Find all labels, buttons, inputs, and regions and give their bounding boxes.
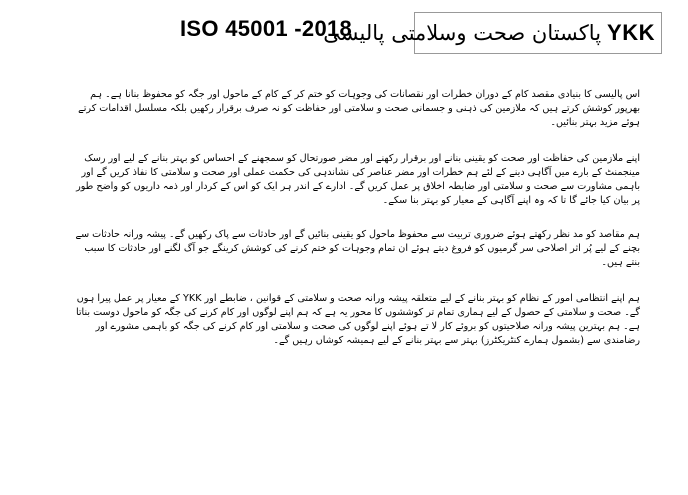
iso-standard-title: ISO 45001 -2018: [180, 16, 353, 41]
policy-paragraph-1: اس پالیسی کا بنیادی مقصد کام کے دوران خطرات اور نقصانات کی وجوہات کو ختم کر کے کام کے ماحول اور جگہ کو محفوظ بنانا ہے۔ ہم بھرپور کوشش کرتے ہیں کہ ملازمین کی ذہنی و جسمانی صحت و سلامتی اور حفاظت کو نہ صرف برقرار رکھیں بلکہ مسلسل اقدامات کرتے ہوئے مزید بہتر بنائیں۔: [78, 89, 640, 128]
company-logo-banner: [323, 12, 662, 54]
page-header: [0, 8, 688, 54]
policy-paragraph-3: ہم مقاصد کو مد نظر رکھتے ہوئے ضروری تربیت سے محفوظ ماحول کو یقینی بنائیں گے اور حادثات سے پاک رکھیں گے۔ پیشہ ورانہ حادثات سے بچنے کے لیے پُر اثر اصلاحی سر گرمیوں کو فروغ دیتے ہوئے ان تمام وجوہات کو ختم کرنے کی کوشش کرینگے جو آگ لگنے اور حادثات کا سبب بنتے ہیں۔: [75, 229, 640, 268]
policy-paragraph-2: اپنے ملازمین کی حفاظت اور صحت کو یقینی بنانے اور برقرار رکھنے اور مضر صورتحال کو سمجھنے کے احساس کو بہتر بنانے کے لیے اور رسک مینجمنٹ کے بارے میں آگاہی دینے کے لئے ہم خطرات اور مضر عناصر کی نشاندہی کی حکمت عملی اور صحت و سلامتی کا نفاذ کریں گے اور باہمی مشاورت سے صحت و سلامتی اور ضابطہ اخلاق پر عمل کریں گے۔ ادارے کے اندر ہر ایک کو اس کے کردار اور ذمہ داریوں کو واضح طور پر بیان کیا جائے گا تا کہ وہ اپنے آگاہی کے معیار کو بہتر بنا سکے۔: [76, 153, 640, 206]
policy-body: [74, 88, 640, 362]
policy-title-urdu: پاکستان صحت وسلامتی پالیسی: [323, 21, 602, 45]
policy-paragraph-4: ہم اپنے انتظامی امور کے نظام کو بہتر بنانے کے لیے متعلقہ پیشہ ورانہ صحت و سلامتی کے قوانین ، ضابطے اور YKK کے معیار پر عمل پیرا ہوں گے۔ صحت و سلامتی کے حصول کے لیے ہماری تمام تر کوششوں کا محور یہ ہے کہ ہم اپنے لوگوں اور کام کرنے کی جگہ کو ماحول دوست بناتا ہے۔ ہم بہترین پیشہ ورانہ صلاحیتوں کو بروئے کار لا تے ہوئے اپنے لوگوں کی صحت و سلامتی اور کام کرنے کی جگہ کو باہمی مشورے اور رضامندی سے (بشمول ہمارے کنٹریکٹرز) بہتر سے بہتر بنانے کے لیے ہمیشہ کوشاں رہیں گے۔: [75, 293, 640, 346]
ykk-logo-text: YKK: [607, 20, 655, 45]
